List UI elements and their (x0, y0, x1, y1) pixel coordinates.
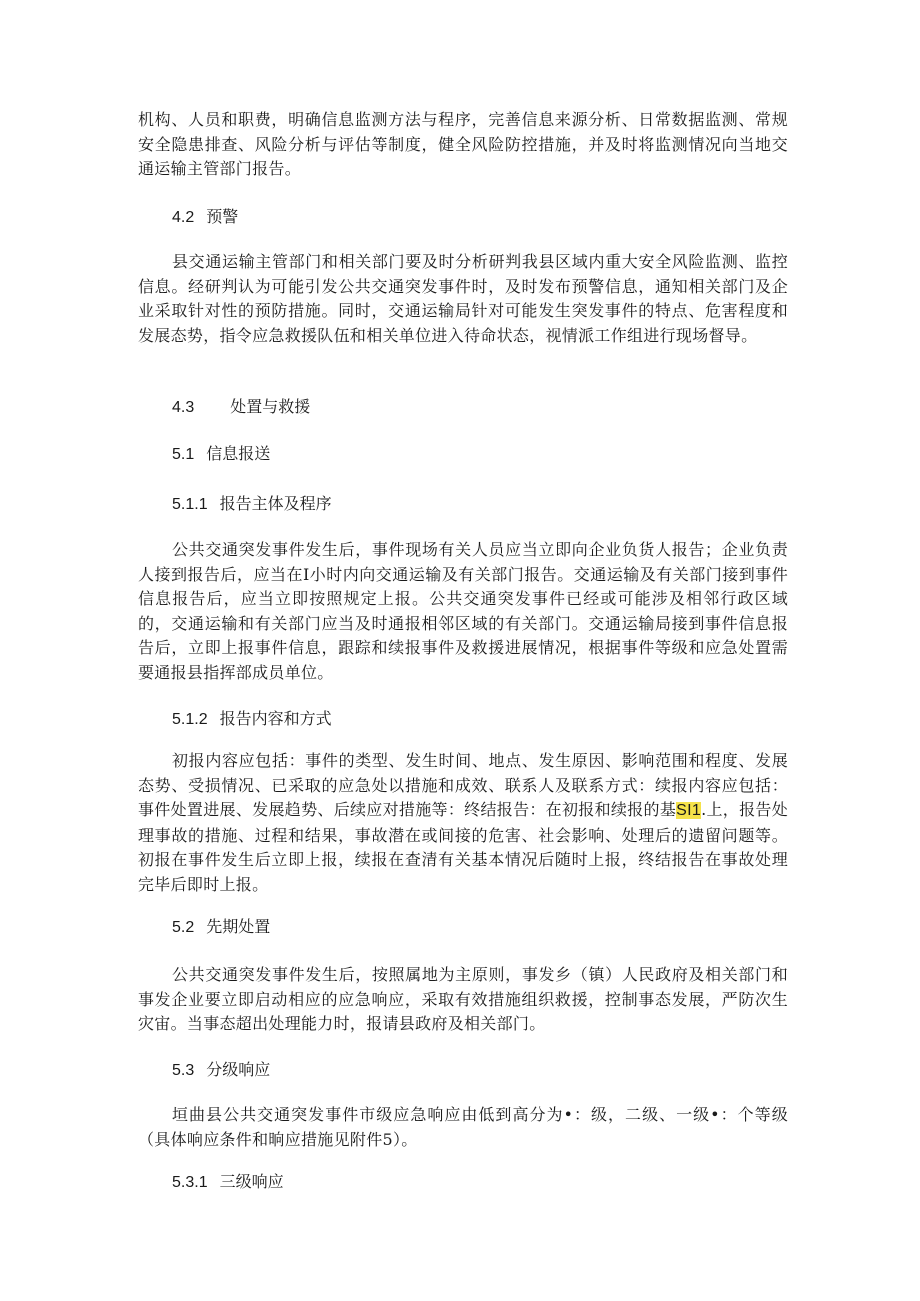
heading-number: 4.3 (172, 399, 195, 416)
heading-4-2 (172, 207, 238, 228)
heading-number: 5.1 (172, 446, 195, 463)
heading-5-1 (172, 444, 270, 465)
heading-number: 4.2 (172, 209, 195, 226)
heading-number: 5.3 (172, 1062, 195, 1079)
heading-title: 报告内容和方式 (219, 709, 332, 728)
heading-title: 处置与救援 (230, 397, 311, 416)
paragraph-initial-disposal: 公共交通突发事件发生后，按照属地为主原则，事发乡（镇）人民政府及相关部门和事发企业要立即启动相应的应急响应，采取有效措施组织救援，控制事态发展，严防次生灾宙。当事态超出处理能力时，报请县政府及相关部门。 (138, 965, 788, 1033)
heading-4-3 (172, 397, 310, 418)
paragraph-report-content (138, 749, 788, 897)
paragraph-report-subject: 公共交通突发事件发生后，事件现场有关人员应当立即向企业负货人报告；企业负责人接到报告后，应当在Ⅰ小时内向交通运输及有关部门报告。交通运输及有关部门接到事件信息报告后，应当立即按照规定上报。公共交通突发事件已经或可能涉及相邻行政区域的，交通运输和有关部门应当及时通报相邻区域的有关部门。交通运输局接到事件信息报告后，立即上报事件信息，跟踪和续报事件及救援进展情况，根据事件等级和应急处置需要通报县指挥部成员单位。 (138, 540, 788, 682)
heading-title: 报告主体及程序 (219, 494, 332, 513)
heading-number: 5.3.1 (172, 1174, 208, 1191)
heading-5-3 (172, 1060, 270, 1081)
heading-title: 先期处置 (206, 917, 271, 936)
heading-5-1-2 (172, 709, 332, 730)
heading-title: 信息报送 (206, 444, 271, 463)
heading-5-1-1 (172, 494, 332, 515)
report-content-part-2: .上，报告处理事故的措施、过程和结果，事故潜在或间接的危害、社会影响、处理后的遗留问题等。初报在事件发生后立即上报，续报在查清有关基本情况后随时上报，终结报告在事故处理完毕后即时上报。 (138, 800, 789, 894)
paragraph-warning: 县交通运输主管部门和相关部门要及时分析研判我县区域内重大安全风险监测、监控信息。经研判认为可能引发公共交通突发事件时，及时发布预警信息，通知相关部门及企业采取针对性的预防措施。同时，交通运输局针对可能发生突发事件的特点、危害程度和发展态势，指令应急救援队伍和相关单位进入待命状态，视情派工作组进行现场督导。 (138, 252, 788, 345)
heading-title: 分级响应 (206, 1060, 271, 1079)
heading-number: 5.2 (172, 919, 195, 936)
paragraph-monitoring-continued: 机构、人员和职费，明确信息监测方法与程序，完善信息来源分析、日常数据监测、常规安全隐患排查、风险分析与评估等制度，健全风险防控措施，并及时将监测情况向当地交通运输主管部门报告。 (138, 110, 788, 178)
paragraph-graded-response: 垣曲县公共交通突发事件市级应急响应由低到高分为•：级，二级、一级•：个等级（具体响应条件和晌应措施见附件5）。 (138, 1105, 788, 1149)
highlighted-text: SI1 (676, 802, 702, 819)
heading-number: 5.1.1 (172, 496, 208, 513)
heading-5-2 (172, 917, 270, 938)
heading-5-3-1 (172, 1172, 284, 1193)
heading-title: 预警 (206, 207, 239, 226)
heading-number: 5.1.2 (172, 711, 208, 728)
heading-title: 三级响应 (219, 1172, 284, 1191)
report-content-part-1: 初报内容应包括：事件的类型、发生时间、地点、发生原因、影响范围和程度、发展态势、受损情况、已采取的应急处以措施和成效、联系人及联系方式：续报内容应包括：事件处置进展、发展趋势、后续应对措施等：终结报告：在初报和续报的基 (138, 751, 788, 819)
